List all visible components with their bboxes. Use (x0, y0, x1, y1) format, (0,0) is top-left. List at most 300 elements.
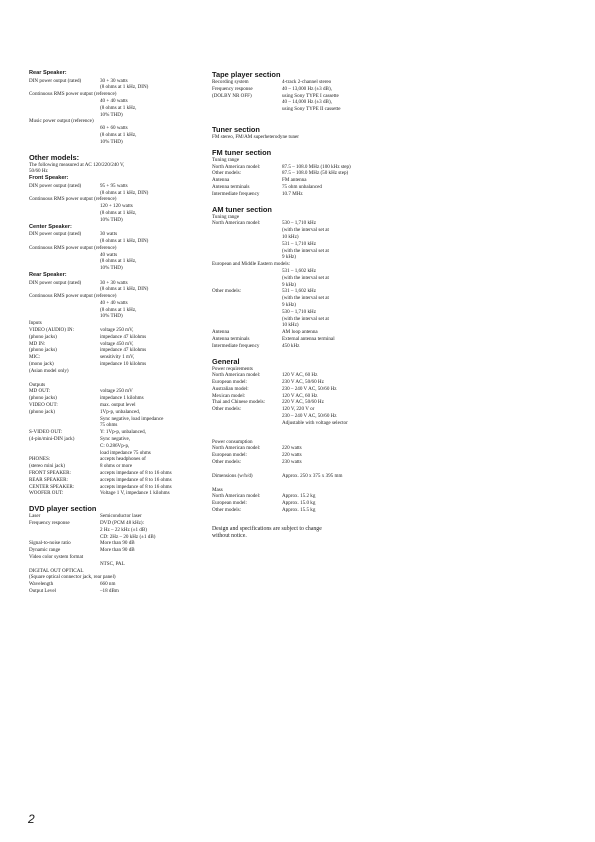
spec-value: Approx. 15.5 kg (282, 507, 316, 514)
spec-value: 10% THD) (100, 138, 123, 145)
spec-label: Output Level (29, 587, 57, 594)
spec-row (29, 540, 201, 547)
spec-label: Video color system format (29, 553, 84, 560)
spec-row (212, 309, 472, 316)
spec-row (212, 406, 472, 413)
spacer (212, 141, 472, 148)
spec-row (29, 402, 201, 409)
spec-row (212, 459, 472, 466)
spec-row (29, 265, 201, 272)
spec-value: (8 ohms at 1 kHz, (100, 306, 137, 313)
spec-label: (4-pin/mini-DIN jack) (29, 436, 75, 443)
spec-value: More than 90 dB (100, 540, 135, 547)
spec-label: (phono jack) (29, 408, 55, 415)
spec-label: DIN power output (rated) (29, 77, 82, 84)
spacer (212, 198, 472, 205)
spec-label (29, 561, 100, 568)
spec-label: VIDEO OUT: (29, 402, 58, 409)
spec-value: Approx. 15.2 kg (282, 493, 316, 500)
spec-row (212, 366, 472, 373)
spec-value: (8 ohms at 1 kHz, DIN) (100, 286, 149, 293)
spec-value (253, 366, 472, 373)
spec-label: European model: (212, 500, 247, 507)
spec-row (29, 520, 201, 527)
spec-label (29, 139, 100, 146)
spec-row (212, 302, 472, 309)
spec-row (212, 343, 472, 350)
spec-row (29, 534, 201, 541)
spec-label (212, 227, 282, 234)
spec-label (29, 416, 100, 423)
spec-label: FRONT SPEAKER: (29, 470, 71, 477)
spec-row (212, 493, 472, 500)
spec-row (29, 561, 201, 568)
spec-label: Other models: (212, 170, 242, 177)
spec-label (212, 420, 282, 427)
spec-label (212, 413, 282, 420)
spec-label (212, 302, 282, 309)
spec-value (45, 382, 201, 389)
spec-value: FM antenna (282, 177, 307, 184)
footnote-text: Design and specifications are subject to change (212, 525, 322, 532)
spec-label (29, 98, 100, 105)
spec-row (212, 248, 472, 255)
spec-value (223, 487, 472, 494)
spec-value: 87.5 – 108.0 MHz (100 kHz step) (282, 163, 351, 170)
spec-value: 10.7 MHz (282, 190, 303, 197)
spec-value (116, 574, 201, 581)
spec-label: DIN power output (rated) (29, 182, 82, 189)
spec-label: Continuous RMS power output (reference) (29, 91, 117, 98)
spec-value (116, 196, 201, 203)
spec-row (29, 98, 201, 105)
spec-row (29, 368, 201, 375)
spec-row (212, 99, 472, 106)
spec-value: 10 kHz) (282, 233, 299, 240)
spec-label: Power consumption (212, 438, 253, 445)
spec-value: DVD (PCM 48 kHz): (100, 520, 145, 526)
spec-value: (with the interval set at (282, 315, 329, 322)
spec-row (29, 231, 201, 238)
spec-label: Outputs (29, 381, 46, 388)
spec-value: 4-track 2-channel stereo (282, 79, 332, 85)
spec-value: 230 V AC, 50/60 Hz (282, 379, 324, 386)
spec-value (239, 157, 472, 164)
spec-row (29, 91, 201, 98)
spec-label: Antenna terminals (212, 335, 250, 342)
spec-value (299, 134, 472, 141)
spec-value (116, 91, 201, 98)
spec-value: NTSC, PAL (100, 560, 125, 567)
spec-row (29, 196, 201, 203)
spec-value: 40 + 40 watts (100, 299, 128, 306)
spec-value: (with the interval set at (282, 295, 329, 302)
spec-label: Frequency response (29, 520, 70, 526)
spec-value: C: 0.286Vp-p, (100, 442, 130, 449)
spacer (212, 514, 472, 526)
spec-label (29, 203, 100, 210)
spec-value: 120 + 120 watts (100, 203, 133, 210)
spec-value: 40 – 14,000 Hz (±3 dB), (282, 99, 332, 106)
spec-value: 9 kHz) (282, 281, 297, 288)
spec-value: Y: 1Vp-p, unbalanced, (100, 429, 146, 436)
spec-label: FM stereo, FM/AM superheterodyne tuner (212, 133, 300, 140)
spec-value: impedance 1 kilohms (100, 395, 144, 402)
spec-value: 10% THD) (100, 111, 123, 118)
spec-value: 220 watts (282, 445, 302, 452)
spec-row (29, 238, 201, 245)
spec-label (29, 450, 100, 457)
spec-row (29, 463, 201, 470)
spec-row (29, 327, 201, 334)
spec-value: (8 ohms at 1 kHz, DIN) (100, 84, 149, 91)
spec-row (29, 293, 201, 300)
spec-value: 450 kHz (282, 342, 300, 349)
spec-label (212, 275, 282, 282)
spec-label (29, 252, 100, 259)
spec-row (212, 227, 472, 234)
spec-label: Dynamic range (29, 547, 61, 554)
spec-row (29, 210, 201, 217)
spec-row (212, 86, 472, 93)
spec-row (29, 168, 201, 175)
spec-row (212, 420, 472, 427)
spec-label: Intermediate frequency (212, 190, 260, 197)
spec-label: Other models: (212, 459, 242, 466)
spec-value (290, 261, 472, 268)
spec-value: voltage 250 mV (100, 388, 133, 395)
spec-value: 60 + 60 watts (100, 125, 128, 132)
spec-value: accepts impedance of 8 to 16 ohms (100, 483, 172, 490)
spec-value: 9 kHz) (282, 301, 297, 308)
spec-label (212, 295, 282, 302)
footnote-text: without notice. (212, 532, 247, 539)
spec-value: (8 ohms at 1 kHz, DIN) (100, 237, 149, 244)
spec-row (212, 399, 472, 406)
spec-label: Continuous RMS power output (reference) (29, 196, 117, 203)
spec-label (29, 105, 100, 112)
spec-value (116, 245, 201, 252)
spec-row (212, 439, 472, 446)
spec-row (212, 445, 472, 452)
spacer (212, 480, 472, 487)
spec-value: 40 watts (100, 251, 118, 258)
spec-row (212, 106, 472, 113)
spacer (29, 497, 201, 504)
spec-label: PHONES: (29, 456, 51, 463)
spec-row (212, 329, 472, 336)
spec-label: Tuning range (212, 213, 240, 220)
spec-label: MD IN: (29, 340, 46, 347)
spec-value: 30 + 30 watts (100, 279, 128, 286)
spec-value (94, 118, 201, 125)
spec-row (29, 409, 201, 416)
spec-label: North American model: (212, 493, 261, 500)
spec-label: (phono jacks) (29, 333, 57, 340)
section-heading-tape-player-section: Tape player section (212, 70, 281, 79)
spec-value (116, 293, 201, 300)
spec-label: Inputs (29, 320, 42, 327)
spec-label (29, 307, 100, 314)
section-heading-rear-speaker: Rear Speaker: (29, 271, 67, 278)
spec-value: More than 90 dB (100, 547, 135, 554)
spec-label: Frequency response (212, 85, 253, 92)
spec-label: REAR SPEAKER: (29, 476, 68, 483)
spec-value: 120 V, 220 V or (282, 406, 315, 413)
spacer (212, 113, 472, 125)
spec-value (69, 368, 201, 375)
spec-label (29, 132, 100, 139)
spec-value: (8 ohms at 1 kHz, (100, 258, 137, 265)
spec-row (29, 395, 201, 402)
spec-row (212, 282, 472, 289)
spec-label: Intermediate frequency (212, 342, 260, 349)
spec-row (29, 105, 201, 112)
spec-row (29, 547, 201, 554)
spec-row (212, 295, 472, 302)
spec-value: 530 – 1,710 kHz (282, 220, 316, 227)
spec-row (29, 139, 201, 146)
spec-value: Adjustable with voltage selector (282, 419, 348, 426)
spec-value: 10% THD) (100, 265, 123, 272)
spec-label: The following measured at AC 120/220/240 V, (29, 161, 125, 168)
spec-value: (with the interval set at (282, 274, 329, 281)
spec-row (29, 527, 201, 534)
spec-row (29, 436, 201, 443)
section-heading-tuner-section: Tuner section (212, 124, 260, 134)
spec-value: (8 ohms at 1 kHz, (100, 209, 137, 216)
spec-row (212, 234, 472, 241)
spec-value: impedance 10 kilohms (100, 361, 147, 368)
spec-row (212, 177, 472, 184)
section-heading-dvd-player-section: DVD player section (29, 504, 97, 514)
spec-row (29, 422, 201, 429)
spec-label (29, 300, 100, 307)
spec-row (212, 134, 472, 141)
spec-row (29, 554, 201, 561)
spec-value: AM loop antenna (282, 329, 318, 336)
spec-value (48, 168, 201, 175)
spec-label: European and Middle Eastern models: (212, 261, 291, 268)
spec-row (212, 254, 472, 261)
spec-value: max. output level (100, 402, 136, 409)
spec-row (212, 170, 472, 177)
spec-row (212, 413, 472, 420)
spec-row (212, 184, 472, 191)
spec-value (83, 554, 201, 561)
spec-value: using Sony TYPE I cassette (282, 92, 339, 99)
spec-label: North American model: (212, 163, 261, 170)
spec-value: Sync negative, (100, 436, 130, 443)
spec-label: Antenna (212, 177, 230, 184)
spec-value: load impedance 75 ohms (100, 449, 151, 456)
spec-label: 50/60 Hz (29, 168, 48, 175)
spec-label: North American model: (212, 445, 261, 452)
spec-label (212, 322, 282, 329)
spec-label: CENTER SPEAKER: (29, 483, 75, 490)
spec-label (29, 422, 100, 429)
spec-value: 75 ohm unbalanced (282, 183, 322, 190)
spec-value: 230 – 240 V AC, 50/60 Hz (282, 385, 337, 392)
spec-row (29, 513, 201, 520)
spec-value: 120 V AC, 60 Hz (282, 372, 318, 379)
spec-label: (phono jacks) (29, 347, 57, 354)
spec-label: North American model: (212, 220, 261, 227)
spec-row (212, 214, 472, 221)
spec-row (212, 191, 472, 198)
spec-label: Antenna (212, 329, 230, 336)
spec-row (29, 132, 201, 139)
spec-value (124, 162, 201, 169)
spec-value: using Sony TYPE II cassette (282, 106, 341, 113)
section-heading-other-models: Other models: (29, 152, 80, 162)
spec-label: WOOFER OUT: (29, 490, 64, 497)
spec-value: (8 ohms at 1 kHz, (100, 104, 137, 111)
spec-row (212, 268, 472, 275)
spec-label (212, 234, 282, 241)
spec-label (212, 268, 282, 275)
spec-row (29, 581, 201, 588)
spec-value: accepts impedance of 8 to 16 ohms (100, 476, 172, 483)
spec-value: 8 ohms or more (100, 463, 133, 470)
spec-label: Wavelength (29, 581, 54, 588)
spec-row (212, 507, 472, 514)
spec-label (29, 313, 100, 320)
spec-value: 40 + 40 watts (100, 97, 128, 104)
spec-value: 40 – 13,000 Hz (±3 dB), (282, 85, 332, 92)
spec-value: (with the interval set at (282, 247, 329, 254)
spec-label: European model: (212, 379, 247, 386)
spec-value: Sync negative, load impedance (100, 415, 164, 422)
spec-value: (8 ohms at 1 kHz, DIN) (100, 189, 149, 196)
spec-value: sensitivity 1 mV, (100, 354, 135, 361)
spec-label: Tuning range (212, 156, 240, 163)
spacer (29, 146, 201, 153)
spec-row (29, 443, 201, 450)
section-heading-front-speaker: Front Speaker: (29, 175, 69, 182)
spec-row (29, 484, 201, 491)
spacer (29, 375, 201, 382)
spec-value: 87.5 – 108.0 MHz (50 kHz step) (282, 170, 349, 177)
spec-label: DIGITAL OUT OPTICAL (29, 567, 84, 574)
spec-value: 2 Hz – 22 kHz (±1 dB) (100, 526, 147, 533)
spec-value: impedance 47 kilohms (100, 333, 147, 340)
spec-value: 531 – 1,602 kHz (282, 267, 316, 274)
spec-row (29, 429, 201, 436)
spec-label: VIDEO (AUDIO) IN: (29, 327, 74, 334)
spacer (212, 350, 472, 357)
spec-row (212, 275, 472, 282)
spec-label (212, 309, 282, 316)
spec-label: Dimensions (w/h/d) (212, 472, 253, 479)
spec-label (29, 238, 100, 245)
spec-value: 10% THD) (100, 313, 123, 320)
spec-label: Mexican model: (212, 392, 246, 399)
spec-row (212, 157, 472, 164)
spec-value: impedance 47 kilohms (100, 347, 147, 354)
spec-value: (with the interval set at (282, 227, 329, 234)
spec-value: 660 nm (100, 581, 116, 588)
spec-row (212, 220, 472, 227)
spec-label: Music power output (reference) (29, 118, 94, 125)
section-heading-rear-speaker: Rear Speaker: (29, 70, 67, 76)
spec-value: 230 – 240 V AC, 50/60 Hz (282, 413, 337, 420)
spec-label: DIN power output (rated) (29, 231, 82, 238)
section-heading-center-speaker: Center Speaker: (29, 223, 72, 230)
spec-label (212, 241, 282, 248)
spec-value: 120 V AC, 60 Hz (282, 392, 318, 399)
spec-label: Antenna terminals (212, 183, 250, 190)
right-column (212, 70, 472, 540)
spec-row (212, 241, 472, 248)
spec-row (29, 588, 201, 595)
spec-value (239, 214, 472, 221)
spec-row (212, 393, 472, 400)
spec-label (29, 125, 100, 132)
spec-value: External antenna terminal (282, 335, 335, 342)
spec-row (212, 386, 472, 393)
spec-label: Continuous RMS power output (reference) (29, 244, 117, 251)
spec-value: 530 – 1,710 kHz (282, 308, 316, 315)
spec-label: Thai and Chinese models: (212, 399, 266, 406)
spec-row (29, 574, 201, 581)
spec-value: Voltage 1 V, impedance 1 kilohms (100, 490, 170, 497)
spec-row (29, 347, 201, 354)
spec-label (29, 443, 100, 450)
left-column (29, 70, 201, 595)
spec-value: accepts impedance of 8 to 16 ohms (100, 470, 172, 477)
section-heading-fm-tuner-section: FM tuner section (212, 147, 272, 157)
spec-label (212, 99, 282, 106)
spec-label: DIN power output (rated) (29, 279, 82, 286)
spec-label: Other models: (212, 406, 242, 413)
spec-row (29, 118, 201, 125)
spec-row (29, 183, 201, 190)
spec-row (29, 354, 201, 361)
section-heading-am-tuner-section: AM tuner section (212, 204, 272, 214)
spec-row (212, 379, 472, 386)
spec-value: 230 watts (282, 459, 302, 466)
spec-row (29, 217, 201, 224)
spec-value: 531 – 1,602 kHz (282, 288, 316, 295)
spec-row (212, 452, 472, 459)
spec-value: 10% THD) (100, 216, 123, 223)
spec-value: 95 + 95 watts (100, 182, 128, 189)
spec-label: MIC: (29, 354, 41, 361)
spec-row (29, 313, 201, 320)
spec-label (212, 316, 282, 323)
spec-row (212, 316, 472, 323)
spec-row (29, 125, 201, 132)
spec-label (29, 534, 100, 541)
spec-label: Other models: (212, 507, 242, 514)
spec-label: Signal-to-noise ratio (29, 540, 71, 547)
spacer (212, 427, 472, 439)
spec-value: 30 watts (100, 231, 118, 238)
spec-value: 531 – 1,710 kHz (282, 240, 316, 247)
spec-row (212, 487, 472, 494)
spec-label (29, 265, 100, 272)
spec-label: (phono jacks) (29, 395, 57, 402)
spacer (212, 466, 472, 473)
spec-row (29, 203, 201, 210)
spec-label: (DOLBY NR OFF) (212, 92, 252, 99)
spec-label (212, 248, 282, 255)
spec-value: –18 dBm (100, 587, 119, 594)
spec-row (29, 382, 201, 389)
spec-label: (mono jack) (29, 361, 54, 368)
spec-label: (stereo mini jack) (29, 463, 65, 470)
